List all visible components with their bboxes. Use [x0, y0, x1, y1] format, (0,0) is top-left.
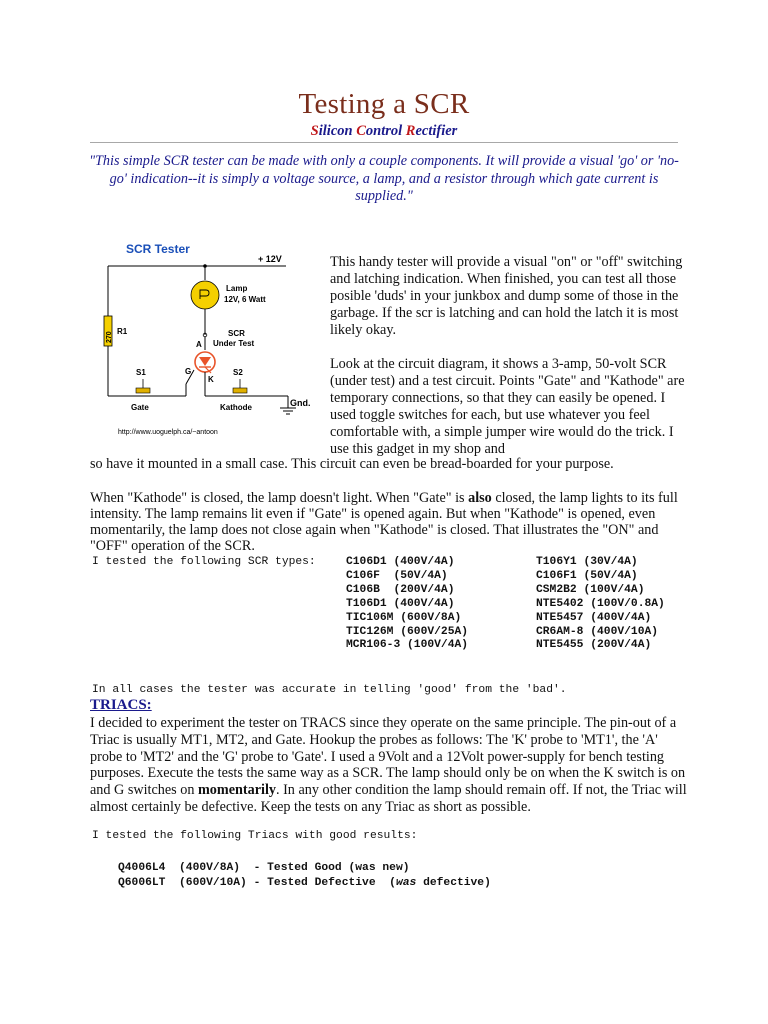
- triacs-text-pre: I decided to experiment the tester on TRACS since they operate on the same principle. The pin-out of a Triac is usually MT1, MT2, and Gate. Hookup the probes as follows: The 'K' probe to 'MT1', the 'A' probe to 'MT2' and the 'G' probe to 'Gate'. I used a 9Volt and a 12Volt power-supply for bench testing purposes. Execute the tests the same way as a SCR. The lamp should only be on when the K switch is on and G switches on: [90, 715, 686, 799]
- scr-type: CR6AM-8 (400V/10A): [536, 625, 659, 638]
- all-cases-note: In all cases the tester was accurate in telling 'good' from the 'bad'.: [92, 684, 567, 696]
- scr-type: CSM2B2 (100V/4A): [536, 583, 645, 596]
- page-title: Testing a SCR: [298, 88, 470, 120]
- triac-result-1: Q4006L4 (400V/8A) - Tested Good (was new): [118, 862, 410, 874]
- kathode-text-bold: also: [468, 490, 492, 506]
- supply-label: + 12V: [258, 254, 282, 264]
- diagram-url: http://www.uoguelph.ca/~antoon: [118, 429, 218, 436]
- intro-quote: "This simple SCR tester can be made with only a couple components. It will provide a visual 'go' or 'no-go' indication--it is simply a voltage source, a lamp, and a resistor through which gate current is supplied.": [89, 153, 679, 204]
- title-divider: [90, 142, 678, 143]
- scr-type: C106F (50V/4A): [346, 569, 448, 582]
- kathode-text-pre: When "Kathode" is closed, the lamp doesn't light. When "Gate" is: [90, 490, 469, 506]
- scr-types-column-1: [346, 556, 468, 653]
- switch-s2-icon: [233, 388, 247, 393]
- kathode-label: Kathode: [220, 403, 252, 412]
- scr-type: C106F1 (50V/4A): [536, 569, 638, 582]
- pin-a-label: A: [196, 340, 202, 349]
- circuit-paragraph-continued: so have it mounted in a small case. This circuit can even be bread-boarded for your purpose.: [90, 456, 614, 472]
- switch-s2-label: S2: [233, 368, 243, 377]
- scr-types-lead: I tested the following SCR types:: [92, 556, 316, 568]
- scr-label-2: Under Test: [213, 339, 255, 348]
- page-subtitle: [0, 123, 768, 140]
- diagram-title: SCR Tester: [126, 242, 190, 256]
- circuit-paragraph: Look at the circuit diagram, it shows a 3-amp, 50-volt SCR (under test) and a test circuit. Points "Gate" and "Kathode" are temporary connections, so that they can easily be opened. I used toggle switches for each, but use whatever you feel comfortable with, a simple jumper wire would do the trick. I use this gadget in my shop and: [330, 356, 685, 457]
- scr-type: TIC106M (600V/8A): [346, 611, 462, 624]
- intro-paragraph: This handy tester will provide a visual "on" or "off" switching and latching indication. When finished, you can test all those posible 'duds' in your junkbox and dump some of those in the garbage. If the scr is latching and can hold the latch it is most likely okay.: [330, 254, 683, 338]
- gate-label: Gate: [131, 403, 149, 412]
- subtitle-ectifier: ectifier: [415, 123, 458, 139]
- resistor-value: 270: [106, 331, 113, 343]
- subtitle-c: C: [356, 123, 366, 139]
- scr-type: C106B (200V/4A): [346, 583, 455, 596]
- switch-s1-label: S1: [136, 368, 146, 377]
- triac-result-2-b: was: [395, 877, 417, 889]
- subtitle-ontrol: ontrol: [365, 123, 406, 139]
- pin-g-label: G: [185, 367, 192, 376]
- gnd-label: Gnd.: [290, 398, 311, 408]
- triacs-text-post: . In any other condition the lamp should remain off. If not, the Triac will almost certainly be defective. Keep the tests on any Triac as short as possible.: [90, 782, 687, 815]
- scr-type: C106D1 (400V/4A): [346, 556, 455, 568]
- triacs-heading[interactable]: TRIACS:: [90, 697, 152, 713]
- kathode-paragraph: [90, 490, 690, 554]
- scr-type: MCR106-3 (100V/4A): [346, 639, 469, 652]
- scr-type: NTE5455 (200V/4A): [536, 639, 652, 652]
- lamp-icon: [191, 281, 219, 309]
- triac-result-2: [118, 877, 491, 889]
- triacs-text-bold: momentarily: [197, 782, 276, 799]
- scr-type: T106Y1 (30V/4A): [536, 556, 638, 568]
- pin-k-label: K: [208, 375, 214, 384]
- resistor-label: R1: [117, 327, 128, 336]
- lamp-label: Lamp: [226, 284, 248, 293]
- scr-type: NTE5402 (100V/0.8A): [536, 597, 665, 610]
- triacs-results-lead: I tested the following Triacs with good results:: [92, 830, 418, 842]
- kathode-text-post: closed, the lamp lights to its full intensity. The lamp remains lit even if "Gate" is opened again. But when "Kathode" is opened, even momentarily, the lamp does not close again when "Kathode" is closed. That illustrates the "ON" and "OFF" operation of the SCR.: [90, 490, 678, 554]
- scr-type: TIC126M (600V/25A): [346, 625, 469, 638]
- scr-types-column-2: [536, 556, 665, 653]
- triac-result-2-c: defective): [416, 877, 491, 889]
- triac-result-2-a: Q6006LT (600V/10A) - Tested Defective (: [118, 877, 396, 889]
- scr-tester-diagram: [96, 238, 322, 442]
- scr-label-1: SCR: [228, 329, 245, 338]
- triacs-paragraph: [90, 715, 690, 816]
- subtitle-s: S: [310, 123, 319, 139]
- subtitle-r: R: [405, 123, 416, 139]
- lamp-spec: 12V, 6 Watt: [224, 295, 266, 304]
- scr-type: NTE5457 (400V/4A): [536, 611, 652, 624]
- subtitle-ilicon: ilicon: [318, 123, 357, 139]
- switch-s1-icon: [136, 388, 150, 393]
- scr-type: T106D1 (400V/4A): [346, 597, 455, 610]
